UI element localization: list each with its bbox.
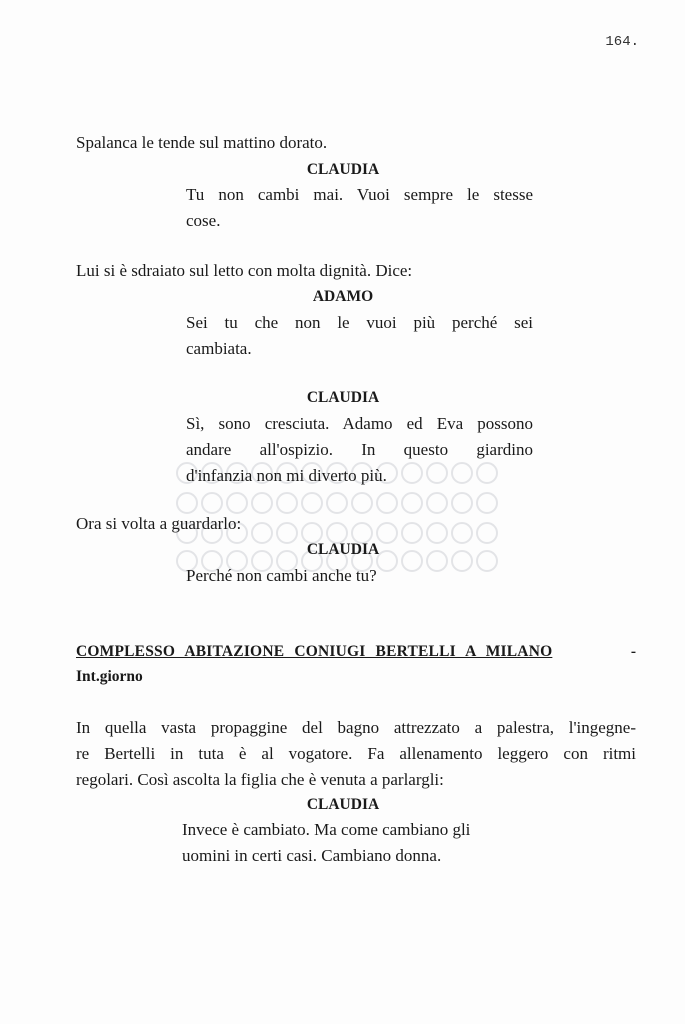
dialogue-line: andare all'ospizio. In questo giardino	[186, 440, 533, 459]
description-line: regolari. Così ascolta la figlia che è venuta a parlargli:	[76, 770, 444, 789]
description-line: In quella vasta propaggine del bagno attrezzato a palestra, l'ingegne-	[76, 718, 636, 737]
dialogue-line: uomini in certi casi. Cambiano donna.	[182, 846, 442, 865]
dialogue-line: cose.	[186, 211, 221, 230]
dialogue-block	[186, 310, 533, 362]
scene-description	[76, 715, 636, 793]
speaker-name: CLAUDIA	[306, 389, 380, 406]
speaker-name: CLAUDIA	[306, 796, 380, 813]
dialogue-line: cambiata.	[186, 339, 252, 358]
page-number: 164.	[605, 34, 639, 50]
speaker-name: ADAMO	[312, 288, 374, 305]
dialogue-line: Perché non cambi anche tu?	[186, 566, 377, 585]
dialogue-line: d'infanzia non mi diverto più.	[186, 466, 387, 485]
dialogue-block	[186, 411, 533, 489]
scene-heading-dash: -	[630, 643, 636, 660]
dialogue-block	[182, 817, 529, 869]
scene-heading-title: COMPLESSO ABITAZIONE CONIUGI BERTELLI A MILANO	[76, 643, 553, 660]
speaker-name: CLAUDIA	[306, 161, 380, 178]
action-line: Spalanca le tende sul mattino dorato.	[76, 133, 328, 152]
dialogue-block	[186, 563, 533, 589]
watermark-row-2	[177, 493, 497, 513]
dialogue-line: Invece è cambiato. Ma come cambiano gli	[182, 820, 471, 839]
speaker-name: CLAUDIA	[306, 541, 380, 558]
description-line: re Bertelli in tuta è al vogatore. Fa allenamento leggero con ritmi	[76, 744, 636, 763]
dialogue-line: Sei tu che non le vuoi più perché sei	[186, 313, 533, 332]
dialogue-line: Sì, sono cresciuta. Adamo ed Eva possono	[186, 414, 533, 433]
action-line: Lui si è sdraiato sul letto con molta dignità. Dice:	[76, 261, 413, 280]
action-line: Ora si volta a guardarlo:	[76, 514, 242, 533]
dialogue-block	[186, 182, 533, 234]
scene-subheading: Int.giorno	[76, 668, 143, 685]
dialogue-line: Tu non cambi mai. Vuoi sempre le stesse	[186, 185, 533, 204]
scene-heading	[76, 639, 636, 665]
